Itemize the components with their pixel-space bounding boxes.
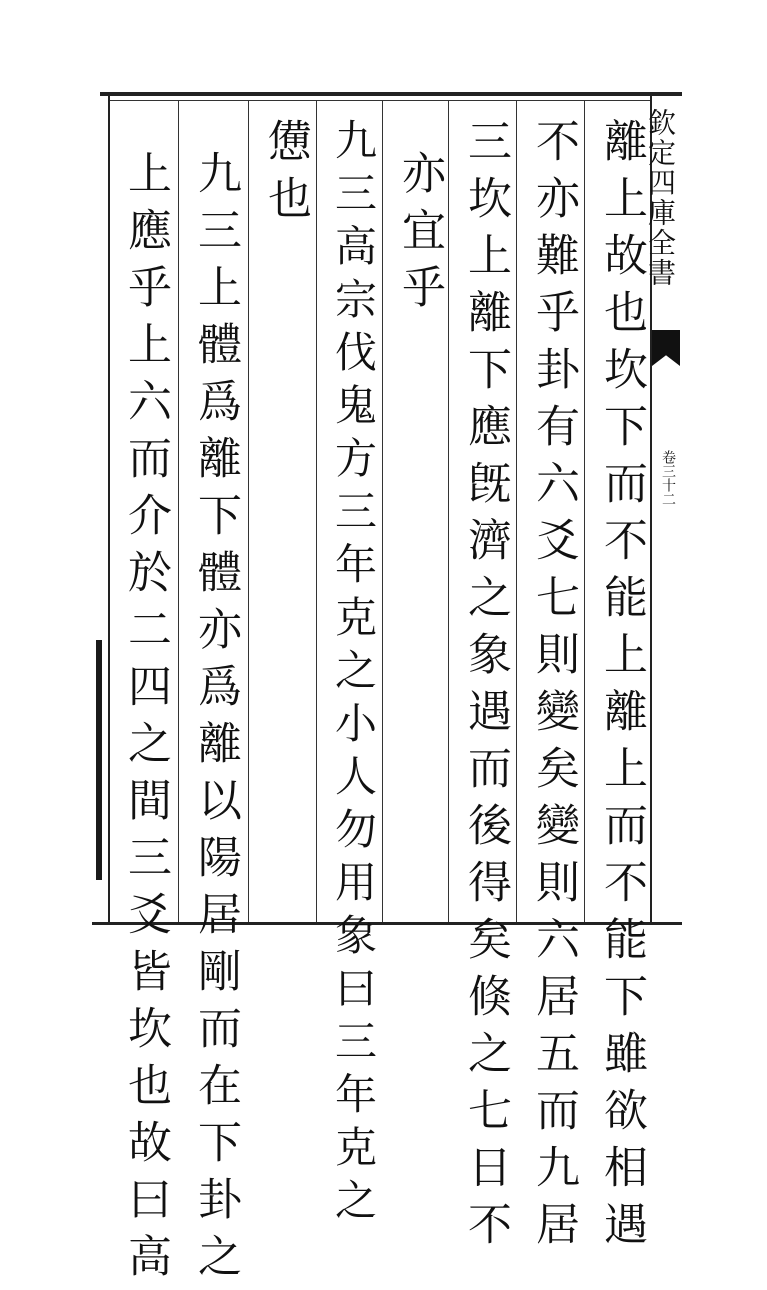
- column-divider: [516, 100, 517, 922]
- column-divider: [248, 100, 249, 922]
- margin-title: 欽定四庫全書: [644, 108, 677, 288]
- column-divider: [178, 100, 179, 922]
- text-column: 九三高宗伐鬼方三年克之小人勿用象曰三年克之: [329, 118, 378, 1231]
- text-column: 九三上體爲離下體亦爲離以陽居剛而在下卦之: [190, 150, 241, 1290]
- column-divider: [316, 100, 317, 922]
- text-column: 憊也: [260, 118, 311, 232]
- text-column: 上應乎上六而介於二四之間三爻皆坎也故曰高: [120, 150, 171, 1290]
- text-column: 離上故也坎下而不能上離上而不能下雖欲相遇: [596, 118, 647, 1258]
- column-divider: [584, 100, 585, 922]
- volume-number: 卷三十二: [660, 450, 676, 506]
- left-border: [108, 96, 110, 924]
- text-column: 亦宜乎: [394, 150, 445, 321]
- text-column: 三坎上離下應旣濟之象遇而後得矣倏之七日不: [460, 118, 511, 1258]
- left-ink-mark: [96, 640, 102, 880]
- top-border: [100, 92, 682, 96]
- text-column: 不亦難乎卦有六爻七則變矣變則六居五而九居: [528, 118, 579, 1258]
- top-border-inner: [110, 100, 650, 101]
